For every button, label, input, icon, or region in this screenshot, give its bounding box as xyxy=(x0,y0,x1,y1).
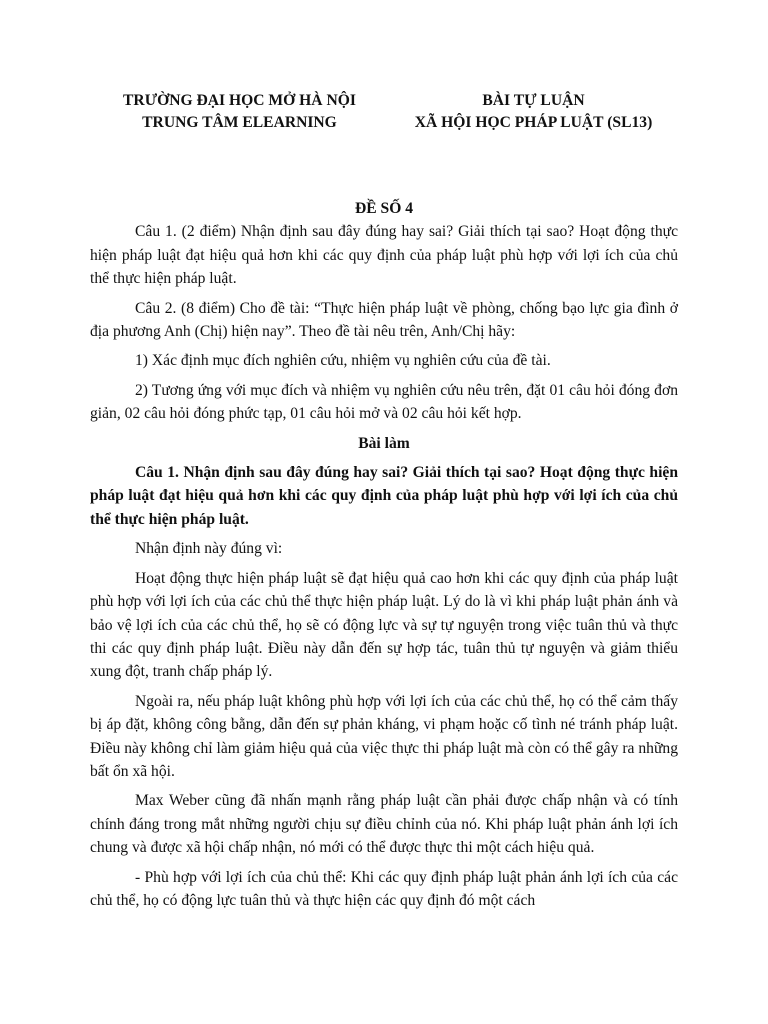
answer-question-1-restated: Câu 1. Nhận định sau đây đúng hay sai? Giải thích tại sao? Hoạt động thực hiện pháp luật đạt hiệu quả hơn khi các quy định của pháp luật phù hợp với lợi ích của chủ thể thực hiện pháp luật. xyxy=(90,464,678,528)
question-2-item-1: 1) Xác định mục đích nghiên cứu, nhiệm vụ nghiên cứu của đề tài. xyxy=(135,352,551,370)
answer-paragraph: Max Weber cũng đã nhấn mạnh rằng pháp luật cần phải được chấp nhận và có tính chính đáng trong mắt những người chịu sự điều chỉnh của nó. Khi pháp luật phản ánh lợi ích chung và được xã hội chấp nhận, nó mới có thể được thực thi một cách hiệu quả. xyxy=(90,792,678,857)
answer-heading: Bài làm xyxy=(358,434,410,452)
answer-paragraph: Ngoài ra, nếu pháp luật không phù hợp với lợi ích của các chủ thể, họ có thể cảm thấy bị áp đặt, không công bằng, dẫn đến sự phản kháng, vi phạm hoặc cố tình né tránh pháp luật. Điều này không chỉ làm giảm hiệu quả của việc thực thi pháp luật mà còn có thể gây ra những bất ổn xã hội. xyxy=(90,692,678,780)
question-1: Câu 1. (2 điểm) Nhận định sau đây đúng hay sai? Giải thích tại sao? Hoạt động thực hiện pháp luật đạt hiệu quả hơn khi các quy định của pháp luật phù hợp với lợi ích của chủ thể thực hiện pháp luật. xyxy=(90,223,678,288)
center-name: TRUNG TÂM ELEARNING xyxy=(142,114,337,131)
course-name: XÃ HỘI HỌC PHÁP LUẬT (SL13) xyxy=(414,114,653,131)
question-2: Câu 2. (8 điểm) Cho đề tài: “Thực hiện pháp luật về phòng, chống bạo lực gia đình ở địa phương Anh (Chị) hiện nay”. Theo đề tài nêu trên, Anh/Chị hãy: xyxy=(90,299,678,341)
assignment-type: BÀI TỰ LUẬN xyxy=(482,92,585,109)
answer-paragraph: - Phù hợp với lợi ích của chủ thể: Khi các quy định pháp luật phản ánh lợi ích của các chủ thể, họ có động lực tuân thủ và thực hiện các quy định đó một cách xyxy=(90,868,678,909)
question-2-item-2: 2) Tương ứng với mục đích và nhiệm vụ nghiên cứu nêu trên, đặt 01 câu hỏi đóng đơn giản, 02 câu hỏi đóng phức tạp, 01 câu hỏi mở và 02 câu hỏi kết hợp. xyxy=(90,381,678,423)
university-name: TRƯỜNG ĐẠI HỌC MỞ HÀ NỘI xyxy=(123,92,356,109)
document-header xyxy=(90,90,678,134)
answer-paragraph: Nhận định này đúng vì: xyxy=(135,540,283,558)
exam-title: ĐỀ SỐ 4 xyxy=(354,200,414,217)
institution-block xyxy=(90,90,389,134)
document-page xyxy=(90,90,678,918)
assignment-block xyxy=(389,90,678,134)
answer-paragraph: Hoạt động thực hiện pháp luật sẽ đạt hiệu quả cao hơn khi các quy định của pháp luật phù hợp với lợi ích của các chủ thể thực hiện pháp luật. Lý do là vì khi pháp luật phản ánh và bảo vệ lợi ích của các chủ thể, họ sẽ có động lực và sự tự nguyện trong việc tuân thủ và thực thi các quy định pháp luật. Điều này dẫn đến sự hợp tác, tuân thủ tự nguyện và giảm thiểu xung đột, tranh chấp pháp lý. xyxy=(90,569,678,681)
